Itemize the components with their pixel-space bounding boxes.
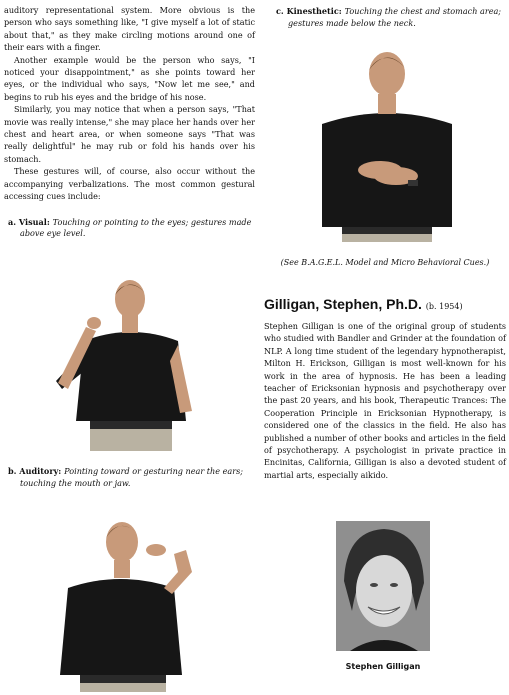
item-visual-marker: a.	[8, 216, 19, 227]
photo-visual-gesture	[46, 271, 216, 451]
portrait-photo	[336, 521, 430, 651]
item-auditory	[4, 466, 270, 489]
entry-title	[264, 296, 506, 312]
watch-shape	[408, 180, 418, 186]
entry-name: Gilligan, Stephen, Ph.D.	[264, 296, 422, 312]
photo-auditory-gesture	[60, 510, 210, 692]
item-visual	[4, 217, 255, 240]
paragraph-2: Another example would be the person who says, "I noticed your disappointment," as she points toward her eyes, or the individual who says, "Now let me see," and begins to rub his eyes and the bridge of his nose.	[4, 54, 255, 102]
item-visual-label: Visual:	[18, 216, 53, 227]
paragraph-1: auditory representational system. More obvious is the person who says something like, "I give myself a lot of static about that," as they make circling motions around one of their ears with a finger.	[4, 5, 255, 53]
left-column	[4, 4, 255, 240]
pants-shape	[342, 234, 432, 242]
item-auditory-label: Auditory:	[19, 466, 65, 476]
pants-shape	[90, 429, 172, 451]
entry-heading	[264, 296, 506, 312]
portrait-face-shape	[356, 555, 412, 627]
head-shape	[115, 280, 145, 318]
item-auditory-marker: b.	[8, 466, 20, 476]
hand-shape	[87, 317, 101, 329]
shirt-shape	[76, 332, 186, 421]
neck-shape	[378, 94, 396, 114]
item-visual-text: Touching or pointing to the eyes; gestures made above eye level.	[20, 216, 252, 238]
item-auditory-text: Pointing toward or gesturing near the ears; touching the mouth or jaw.	[20, 466, 244, 488]
portrait-caption: Stephen Gilligan	[345, 662, 421, 671]
hand-at-ear-shape	[146, 544, 166, 556]
belt-shape	[90, 421, 172, 429]
belt-shape	[80, 675, 166, 683]
raised-arm-shape	[164, 550, 192, 594]
paragraph-4: These gestures will, of course, also occur without the accompanying verbalizations. The most common gestural accessing cues include:	[4, 166, 255, 202]
neck-shape	[114, 560, 130, 578]
pants-shape	[80, 683, 166, 692]
item-kinesthetic-label: Kinesthetic:	[286, 6, 345, 16]
portrait-eye-right	[390, 583, 398, 587]
photo-kinesthetic-gesture	[312, 42, 462, 242]
belt-shape	[342, 227, 432, 234]
entry-bio: Stephen Gilligan is one of the original group of students who studied with Bandler and Grinder at the foundation of NLP. A long time student of the legendary hypnotherapist, Milton H. Erickson, Gilligan is most well-known for his work in the area of hypnosis. He has been a leading teacher of Ericksonian hypnosis and psychotherapy over the past 20 years, and his book, Therapeutic Trances: The Cooperation Principle in Ericksonian Hypnotherapy, is considered one of the classics in the field. He also has published a number of other books and articles in the field of psychotherapy. A psychologist in private practice in Encinitas, California, Gilligan is also a devoted student of martial arts, especially aikido.	[264, 321, 506, 480]
item-kinesthetic-text: Touching the chest and stomach area; gestures made below the neck.	[288, 6, 502, 28]
head-shape	[106, 522, 138, 562]
paragraph-3: Similarly, you may notice that when a person says, "That movie was really intense," she may place her hands over her chest and heart area, or when someone says "That was really delightful" he may rub or fold his hands over his stomach.	[4, 104, 255, 164]
item-kinesthetic	[272, 6, 509, 29]
entry-dates: (b. 1954)	[425, 302, 463, 311]
see-also-note: (See B.A.G.E.L. Model and Micro Behavioral Cues.)	[280, 258, 490, 267]
shirt-shape	[60, 579, 182, 675]
head-shape	[369, 52, 405, 96]
portrait-eye-left	[370, 583, 378, 587]
item-kinesthetic-marker: c.	[276, 6, 287, 16]
